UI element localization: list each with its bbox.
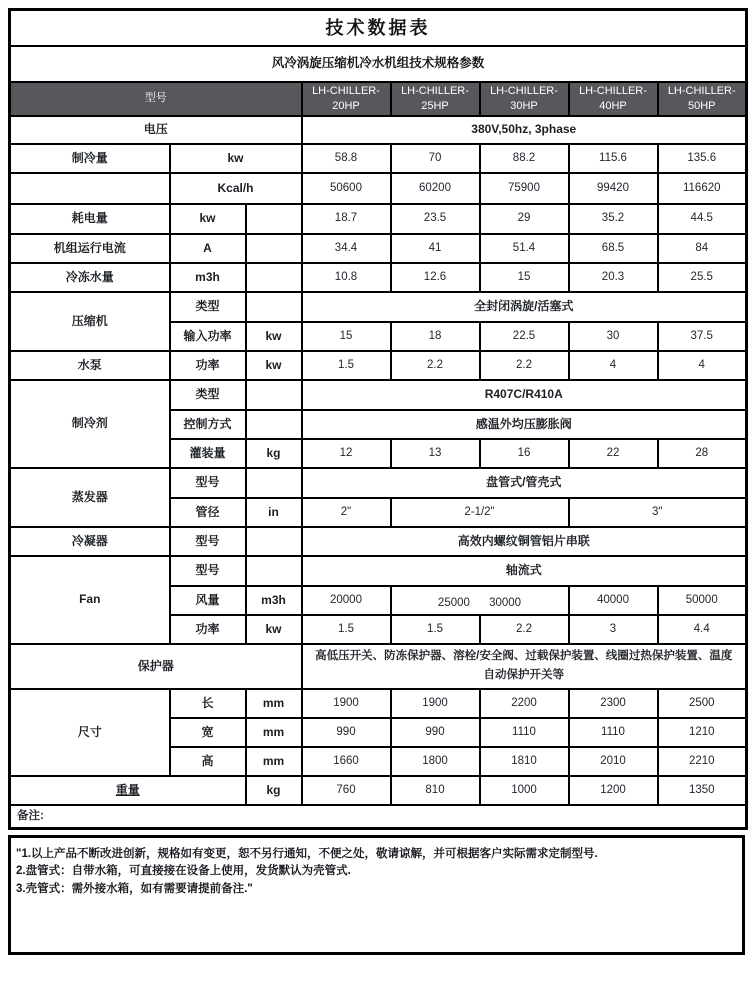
unit-cell: kg <box>246 776 302 805</box>
table-cell: 1350 <box>658 776 747 805</box>
row-label: 耗电量 <box>10 204 170 234</box>
unit-cell: kw <box>246 322 302 351</box>
table-cell: 1810 <box>480 747 569 776</box>
table-cell: 44.5 <box>658 204 747 234</box>
sub-label: 类型 <box>170 292 246 322</box>
table-cell: 1900 <box>302 689 391 718</box>
empty-cell <box>246 292 302 322</box>
table-cell: 1210 <box>658 718 747 747</box>
empty-cell <box>246 556 302 586</box>
sub-label: 功率 <box>170 351 246 380</box>
table-cell: 1660 <box>302 747 391 776</box>
table-cell: 1900 <box>391 689 480 718</box>
table-row <box>10 173 747 204</box>
row-label: 重量 <box>10 776 246 805</box>
unit-cell: kw <box>170 144 302 173</box>
unit-cell: mm <box>246 689 302 718</box>
sub-label: 高 <box>170 747 246 776</box>
table-cell: 60200 <box>391 173 480 204</box>
unit-cell: mm <box>246 718 302 747</box>
table-cell: 35.2 <box>569 204 658 234</box>
table-cell: 2.2 <box>391 351 480 380</box>
table-cell: 18 <box>391 322 480 351</box>
row-label: 压缩机 <box>10 292 170 351</box>
row-label: 冷冻水量 <box>10 263 170 292</box>
table-cell: 2.2 <box>480 351 569 380</box>
table-cell: 990 <box>391 718 480 747</box>
table-cell: 810 <box>391 776 480 805</box>
table-cell: 58.8 <box>302 144 391 173</box>
empty-cell <box>246 380 302 410</box>
table-row <box>10 468 747 498</box>
table-cell: 1200 <box>569 776 658 805</box>
row-label: 制冷剂 <box>10 380 170 468</box>
sub-label: 灌装量 <box>170 439 246 468</box>
empty-cell <box>246 527 302 556</box>
table-cell: 2.2 <box>480 615 569 644</box>
model-header-cell: LH-CHILLER- 40HP <box>569 82 658 116</box>
model-header-cell: LH-CHILLER- 25HP <box>391 82 480 116</box>
table-cell: 1000 <box>480 776 569 805</box>
table-cell: 760 <box>302 776 391 805</box>
spec-table <box>8 8 748 830</box>
unit-cell: m3h <box>170 263 246 292</box>
sub-label: 长 <box>170 689 246 718</box>
table-row <box>10 292 747 322</box>
table-cell: 23.5 <box>391 204 480 234</box>
table-cell: 25.5 <box>658 263 747 292</box>
row-label: 保护器 <box>10 644 302 689</box>
table-cell: 1110 <box>569 718 658 747</box>
row-label: 水泵 <box>10 351 170 380</box>
sub-label: 风量 <box>170 586 246 615</box>
table-cell: 12 <box>302 439 391 468</box>
table-cell: 70 <box>391 144 480 173</box>
unit-cell: kw <box>246 615 302 644</box>
sub-label: 宽 <box>170 718 246 747</box>
table-cell: 116620 <box>658 173 747 204</box>
table-cell: 990 <box>302 718 391 747</box>
table-cell: 22 <box>569 439 658 468</box>
table-cell: 10.8 <box>302 263 391 292</box>
merged-value: 盘管式/管壳式 <box>302 468 747 498</box>
table-cell: 1.5 <box>391 615 480 644</box>
table-cell: 4 <box>658 351 747 380</box>
table-cell: 22.5 <box>480 322 569 351</box>
table-cell: 2010 <box>569 747 658 776</box>
table-cell: 3" <box>569 498 747 527</box>
table-cell: 4.4 <box>658 615 747 644</box>
table-cell: 16 <box>480 439 569 468</box>
table-cell: 75900 <box>480 173 569 204</box>
table-cell: 4 <box>569 351 658 380</box>
sub-label: 型号 <box>170 556 246 586</box>
table-cell: 13 <box>391 439 480 468</box>
sub-label: 控制方式 <box>170 410 246 439</box>
table-cell: 1110 <box>480 718 569 747</box>
unit-cell: mm <box>246 747 302 776</box>
table-row <box>10 82 747 116</box>
table-cell: 28 <box>658 439 747 468</box>
table-cell: 115.6 <box>569 144 658 173</box>
table-cell: 34.4 <box>302 234 391 263</box>
row-label: 电压 <box>10 116 302 144</box>
table-cell: 3 <box>569 615 658 644</box>
sub-label: 型号 <box>170 527 246 556</box>
table-cell: 2300 <box>569 689 658 718</box>
table-row <box>10 10 747 46</box>
unit-cell: in <box>246 498 302 527</box>
table-cell: 88.2 <box>480 144 569 173</box>
table-row <box>10 556 747 586</box>
row-label: Fan <box>10 556 170 644</box>
table-cell: 99420 <box>569 173 658 204</box>
table-cell: 18.7 <box>302 204 391 234</box>
row-label: 尺寸 <box>10 689 170 776</box>
row-label: 蒸发器 <box>10 468 170 527</box>
sub-label: 输入功率 <box>170 322 246 351</box>
table-cell: 29 <box>480 204 569 234</box>
table-row <box>10 776 747 805</box>
table-cell: 30 <box>569 322 658 351</box>
table-row <box>10 805 747 829</box>
table-row <box>10 204 747 234</box>
table-cell: 15 <box>302 322 391 351</box>
table-cell: 135.6 <box>658 144 747 173</box>
empty-label <box>10 173 170 204</box>
row-label: 机组运行电流 <box>10 234 170 263</box>
unit-cell: kg <box>246 439 302 468</box>
merged-value: 轴流式 <box>302 556 747 586</box>
table-cell: 37.5 <box>658 322 747 351</box>
model-header-label: 型号 <box>10 82 302 116</box>
table-row <box>10 644 747 689</box>
model-header-cell: LH-CHILLER- 50HP <box>658 82 747 116</box>
sub-label: 类型 <box>170 380 246 410</box>
table-cell: 50600 <box>302 173 391 204</box>
table-row <box>10 116 747 144</box>
table-cell: 12.6 <box>391 263 480 292</box>
unit-cell: A <box>170 234 246 263</box>
page <box>0 8 750 985</box>
merged-value: 380V,50hz, 3phase <box>302 116 747 144</box>
unit-cell: kw <box>170 204 246 234</box>
table-subtitle: 风冷涡旋压缩机冷水机组技术规格参数 <box>10 46 747 82</box>
table-cell: 50000 <box>658 586 747 615</box>
table-row <box>10 263 747 292</box>
table-title: 技术数据表 <box>10 10 747 46</box>
table-row <box>10 144 747 173</box>
table-cell: 15 <box>480 263 569 292</box>
empty-cell <box>246 468 302 498</box>
table-row <box>10 380 747 410</box>
table-row <box>10 351 747 380</box>
empty-cell <box>246 234 302 263</box>
unit-cell: kw <box>246 351 302 380</box>
table-cell: 1.5 <box>302 351 391 380</box>
table-cell: 41 <box>391 234 480 263</box>
sub-label: 功率 <box>170 615 246 644</box>
merged-value: 25000 30000 <box>391 586 569 615</box>
table-row <box>10 46 747 82</box>
unit-cell: m3h <box>246 586 302 615</box>
empty-cell <box>246 204 302 234</box>
unit-cell: Kcal/h <box>170 173 302 204</box>
empty-cell <box>246 263 302 292</box>
remarks-label: 备注: <box>10 805 747 829</box>
table-row <box>10 527 747 556</box>
table-cell: 1.5 <box>302 615 391 644</box>
empty-cell <box>246 410 302 439</box>
row-label: 制冷量 <box>10 144 170 173</box>
table-cell: 2500 <box>658 689 747 718</box>
sub-label: 型号 <box>170 468 246 498</box>
note-line-1: "1.以上产品不断改进创新，规格如有变更，恕不另行通知，不便之处，敬请谅解，并可根据客户实际需求定制型号. <box>16 848 598 861</box>
table-cell: 51.4 <box>480 234 569 263</box>
table-cell: 1800 <box>391 747 480 776</box>
table-cell: 2200 <box>480 689 569 718</box>
table-cell: 40000 <box>569 586 658 615</box>
merged-value: 高效内螺纹铜管铝片串联 <box>302 527 747 556</box>
table-row <box>10 234 747 263</box>
row-label: 冷凝器 <box>10 527 170 556</box>
notes-box <box>8 835 745 955</box>
table-cell: 2" <box>302 498 391 527</box>
merged-value: 感温外均压膨胀阀 <box>302 410 747 439</box>
table-cell: 84 <box>658 234 747 263</box>
merged-value: 全封闭涡旋/活塞式 <box>302 292 747 322</box>
note-line-2: 2.盘管式：自带水箱，可直接接在设备上使用，发货默认为壳管式. <box>16 865 351 878</box>
sub-label: 管径 <box>170 498 246 527</box>
table-cell: 20000 <box>302 586 391 615</box>
merged-value: R407C/R410A <box>302 380 747 410</box>
note-line-3: 3.壳管式：需外接水箱，如有需要请提前备注." <box>16 882 253 895</box>
model-header-cell: LH-CHILLER- 30HP <box>480 82 569 116</box>
model-header-cell: LH-CHILLER- 20HP <box>302 82 391 116</box>
table-cell: 2210 <box>658 747 747 776</box>
table-row <box>10 689 747 718</box>
table-cell: 2-1/2" <box>391 498 569 527</box>
table-cell: 20.3 <box>569 263 658 292</box>
merged-value: 高低压开关、防冻保护器、溶栓/安全阀、过载保护装置、线圈过热保护装置、温度自动保护开关等 <box>302 644 747 689</box>
table-cell: 68.5 <box>569 234 658 263</box>
